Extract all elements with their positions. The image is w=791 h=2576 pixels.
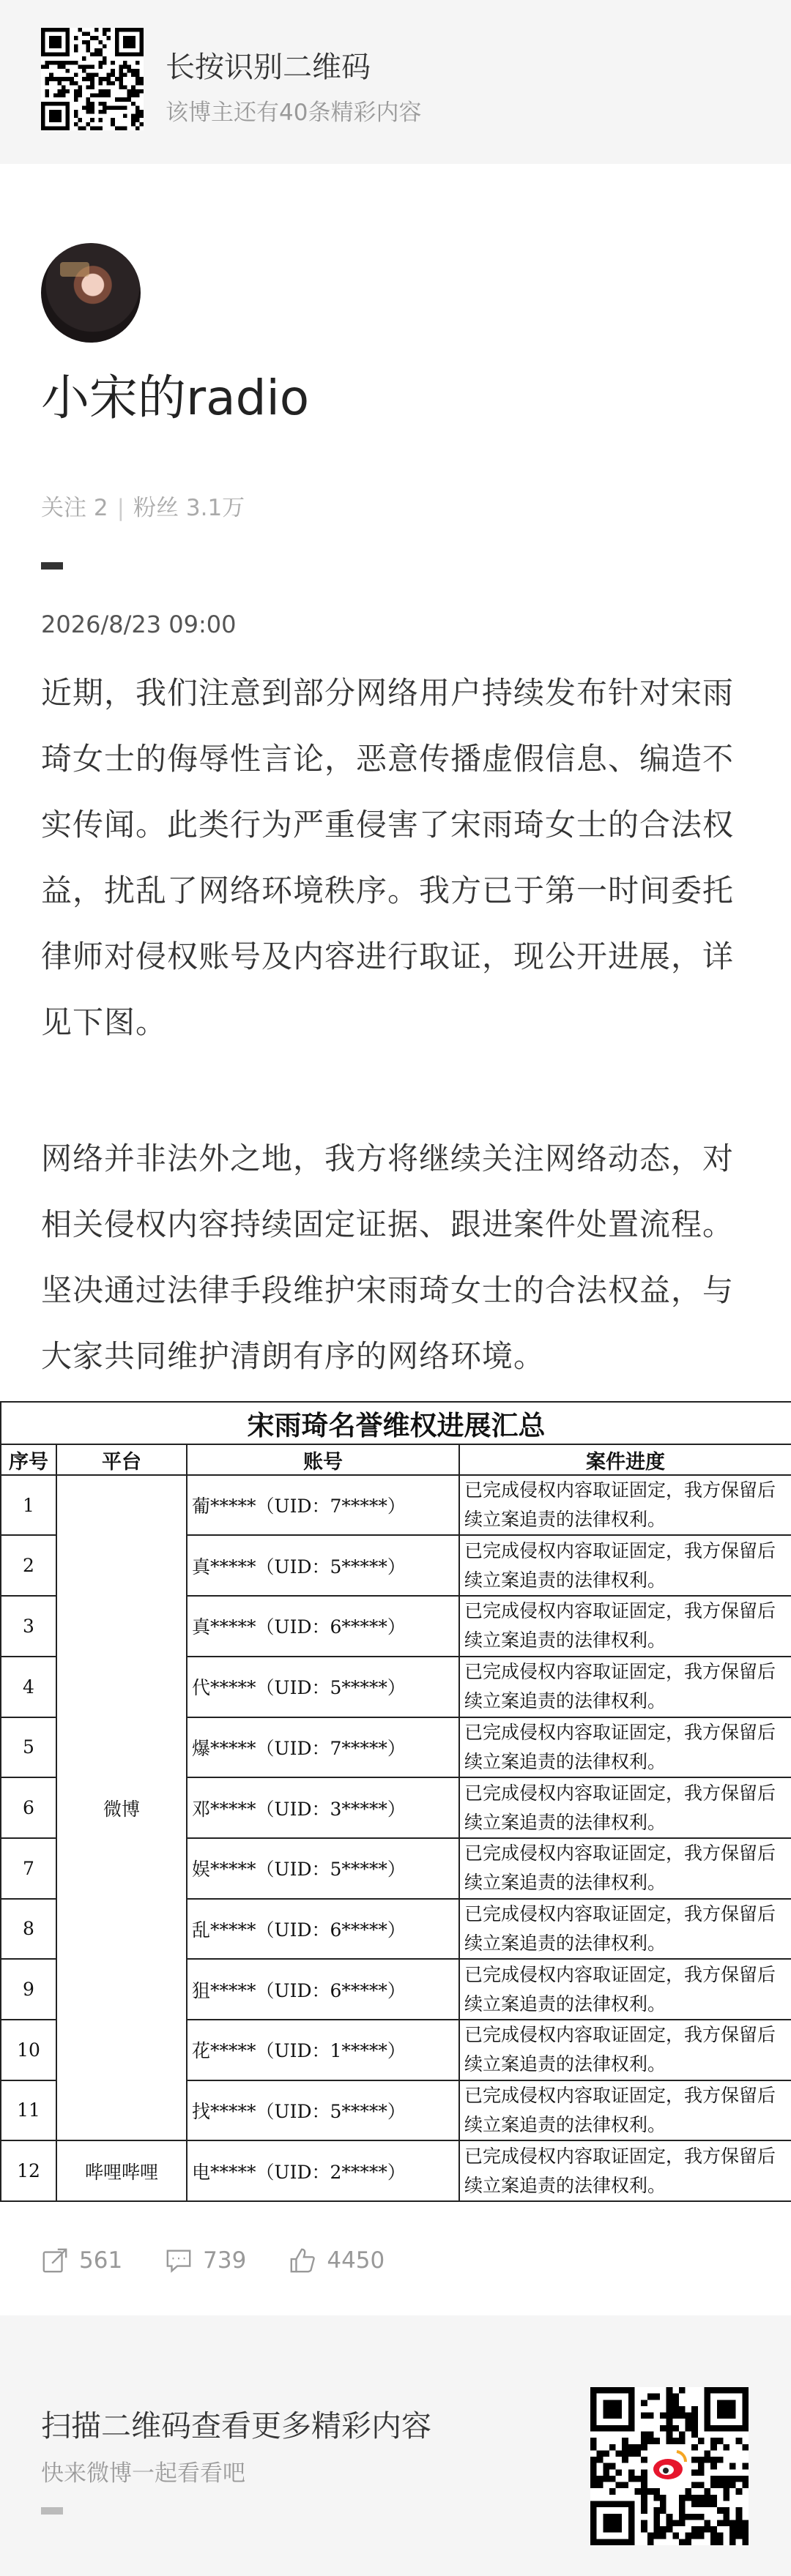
progress-cell: 已完成侵权内容取证固定，我方保留后续立案追责的法律权利。 <box>459 2020 791 2080</box>
progress-cell: 已完成侵权内容取证固定，我方保留后续立案追责的法律权利。 <box>459 1777 791 1838</box>
progress-cell: 已完成侵权内容取证固定，我方保留后续立案追责的法律权利。 <box>459 1657 791 1717</box>
row-number: 11 <box>1 2080 56 2141</box>
row-number: 5 <box>1 1717 56 1778</box>
platform-cell-bilibili: 哔哩哔哩 <box>56 2140 187 2201</box>
row-number: 2 <box>1 1535 56 1596</box>
row-number: 1 <box>1 1475 56 1536</box>
row-number: 7 <box>1 1838 56 1899</box>
row-number: 6 <box>1 1777 56 1838</box>
account-cell: 找*****（UID：5*****） <box>187 2080 459 2141</box>
comment-button[interactable] <box>165 2247 246 2274</box>
repost-icon <box>41 2247 69 2274</box>
table-row <box>1 1475 791 1536</box>
repost-count: 561 <box>79 2247 123 2274</box>
table-row <box>1 2140 791 2201</box>
row-number: 10 <box>1 2020 56 2080</box>
account-cell: 邓*****（UID：3*****） <box>187 1777 459 1838</box>
post-image-table[interactable] <box>0 1401 791 2202</box>
post-timestamp: 2026/8/23 09:00 <box>41 611 237 638</box>
bottom-qr-banner[interactable] <box>0 2315 791 2576</box>
bottom-banner-title: 扫描二维码查看更多精彩内容 <box>41 2408 431 2444</box>
followers-count[interactable]: 粉丝 3.1万 <box>133 495 245 521</box>
account-cell: 真*****（UID：5*****） <box>187 1535 459 1596</box>
banner-subtitle: 该博主还有40条精彩内容 <box>166 100 422 126</box>
row-number: 9 <box>1 1959 56 2020</box>
row-number: 8 <box>1 1899 56 1960</box>
like-button[interactable] <box>289 2247 385 2274</box>
avatar[interactable] <box>41 243 141 343</box>
stats-divider: | <box>116 495 125 521</box>
header-progress: 案件进度 <box>459 1444 791 1474</box>
like-icon <box>289 2247 316 2274</box>
banner-title: 长按识别二维码 <box>166 51 371 84</box>
author-name[interactable]: 小宋的radio <box>41 370 310 426</box>
header-platform: 平台 <box>56 1444 187 1474</box>
header-account: 账号 <box>187 1444 459 1474</box>
bottom-divider-mark <box>41 2507 63 2515</box>
account-cell: 爆*****（UID：7*****） <box>187 1717 459 1778</box>
comment-icon <box>165 2247 193 2274</box>
top-qr-code[interactable] <box>41 28 144 130</box>
author-stats <box>41 489 245 522</box>
account-cell: 葡*****（UID：7*****） <box>187 1475 459 1536</box>
progress-table <box>0 1401 791 2202</box>
weibo-logo-icon <box>647 2444 691 2488</box>
progress-cell: 已完成侵权内容取证固定，我方保留后续立案追责的法律权利。 <box>459 1899 791 1960</box>
repost-button[interactable] <box>41 2247 122 2274</box>
progress-cell: 已完成侵权内容取证固定，我方保留后续立案追责的法律权利。 <box>459 2080 791 2141</box>
progress-cell: 已完成侵权内容取证固定，我方保留后续立案追责的法律权利。 <box>459 1717 791 1778</box>
bottom-banner-subtitle: 快来微博一起看看吧 <box>41 2460 245 2487</box>
post-paragraph-1: 近期，我们注意到部分网络用户持续发布针对宋雨琦女士的侮辱性言论，恶意传播虚假信息、编造不实传闻。此类行为严重侵害了宋雨琦女士的合法权益，扰乱了网络环境秩序。我方已于第一时间委托律师对侵权账号及内容进行取证，现公开进展，详见下图。 <box>41 675 735 1040</box>
progress-cell: 已完成侵权内容取证固定，我方保留后续立案追责的法律权利。 <box>459 1959 791 2020</box>
row-number: 12 <box>1 2140 56 2201</box>
header-no: 序号 <box>1 1444 56 1474</box>
progress-cell: 已完成侵权内容取证固定，我方保留后续立案追责的法律权利。 <box>459 1838 791 1899</box>
account-cell: 狙*****（UID：6*****） <box>187 1959 459 2020</box>
row-number: 3 <box>1 1596 56 1657</box>
account-cell: 娱*****（UID：5*****） <box>187 1838 459 1899</box>
progress-cell: 已完成侵权内容取证固定，我方保留后续立案追责的法律权利。 <box>459 2140 791 2201</box>
progress-cell: 已完成侵权内容取证固定，我方保留后续立案追责的法律权利。 <box>459 1596 791 1657</box>
comment-count: 739 <box>203 2247 247 2274</box>
section-divider-mark <box>41 562 63 570</box>
post-paragraph-2: 网络并非法外之地，我方将继续关注网络动态，对相关侵权内容持续固定证据、跟进案件处置流程。坚决通过法律手段维护宋雨琦女士的合法权益，与大家共同维护清朗有序的网络环境。 <box>41 1140 735 1374</box>
progress-cell: 已完成侵权内容取证固定，我方保留后续立案追责的法律权利。 <box>459 1475 791 1536</box>
account-cell: 花*****（UID：1*****） <box>187 2020 459 2080</box>
row-number: 4 <box>1 1657 56 1717</box>
like-count: 4450 <box>327 2247 385 2274</box>
account-cell: 电*****（UID：2*****） <box>187 2140 459 2201</box>
account-cell: 真*****（UID：6*****） <box>187 1596 459 1657</box>
action-bar <box>41 2239 427 2282</box>
platform-cell-weibo: 微博 <box>56 1475 187 2140</box>
table-title: 宋雨琦名誉维权进展汇总 <box>1 1402 791 1444</box>
top-qr-banner[interactable] <box>0 0 791 164</box>
account-cell: 乱*****（UID：6*****） <box>187 1899 459 1960</box>
progress-cell: 已完成侵权内容取证固定，我方保留后续立案追责的法律权利。 <box>459 1535 791 1596</box>
following-count[interactable]: 关注 2 <box>41 495 108 521</box>
account-cell: 代*****（UID：5*****） <box>187 1657 459 1717</box>
